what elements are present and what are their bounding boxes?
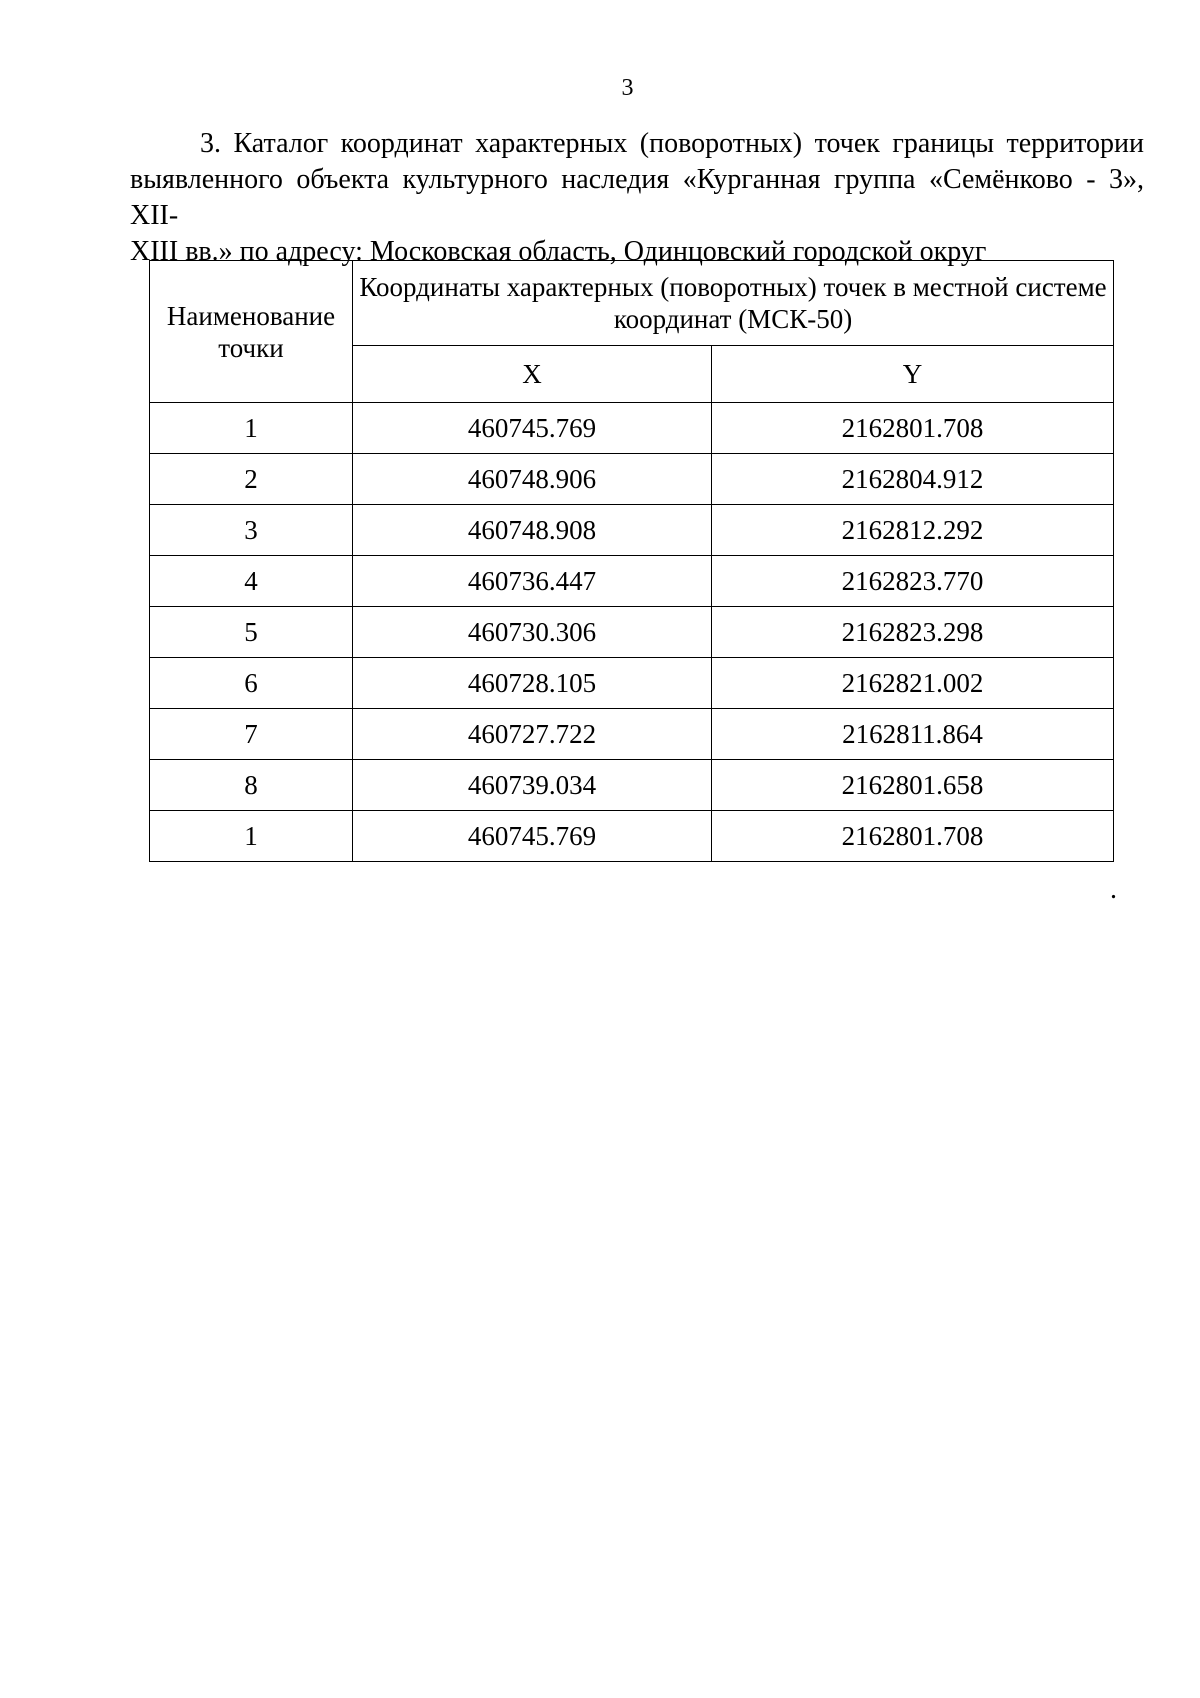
cell-x: 460727.722	[353, 709, 712, 760]
cell-x: 460745.769	[353, 811, 712, 862]
cell-x: 460739.034	[353, 760, 712, 811]
table-row	[150, 454, 1114, 505]
page-number: 3	[621, 75, 634, 101]
table-row	[150, 709, 1114, 760]
table-row	[150, 760, 1114, 811]
heading-line-1: 3. Каталог координат характерных (поворотных) точек границы территории	[200, 128, 1144, 159]
table-row	[150, 811, 1114, 862]
cell-point: 6	[150, 658, 353, 709]
header-x: X	[353, 346, 712, 403]
cell-x: 460745.769	[353, 403, 712, 454]
cell-y: 2162801.708	[712, 811, 1114, 862]
cell-y: 2162812.292	[712, 505, 1114, 556]
header-coordinates-group: Координаты характерных (поворотных) точек в местной системе координат (МСК-50)	[353, 261, 1114, 346]
cell-point: 2	[150, 454, 353, 505]
table-row	[150, 505, 1114, 556]
table-row	[150, 556, 1114, 607]
cell-y: 2162811.864	[712, 709, 1114, 760]
header-point-name: Наименование точки	[150, 261, 353, 403]
cell-y: 2162804.912	[712, 454, 1114, 505]
cell-x: 460748.908	[353, 505, 712, 556]
table-row	[150, 658, 1114, 709]
cell-y: 2162801.708	[712, 403, 1114, 454]
cell-x: 460730.306	[353, 607, 712, 658]
cell-x: 460736.447	[353, 556, 712, 607]
cell-y: 2162821.002	[712, 658, 1114, 709]
cell-point: 7	[150, 709, 353, 760]
coordinates-table	[149, 260, 1114, 862]
cell-y: 2162801.658	[712, 760, 1114, 811]
catalog-heading	[130, 126, 1144, 270]
cell-y: 2162823.770	[712, 556, 1114, 607]
cell-x: 460748.906	[353, 454, 712, 505]
cell-point: 8	[150, 760, 353, 811]
cell-point: 3	[150, 505, 353, 556]
header-y: Y	[712, 346, 1114, 403]
cell-point: 5	[150, 607, 353, 658]
trailing-period: .	[1110, 874, 1117, 905]
cell-y: 2162823.298	[712, 607, 1114, 658]
cell-x: 460728.105	[353, 658, 712, 709]
cell-point: 1	[150, 403, 353, 454]
heading-line-2: выявленного объекта культурного наследия «Курганная группа «Семёнково - 3», XII-	[130, 164, 1144, 231]
cell-point: 4	[150, 556, 353, 607]
heading-line-3: XIII вв.» по адресу: Московская область, Одинцовский городской округ	[130, 236, 987, 267]
cell-point: 1	[150, 811, 353, 862]
table-row	[150, 607, 1114, 658]
table-row	[150, 403, 1114, 454]
